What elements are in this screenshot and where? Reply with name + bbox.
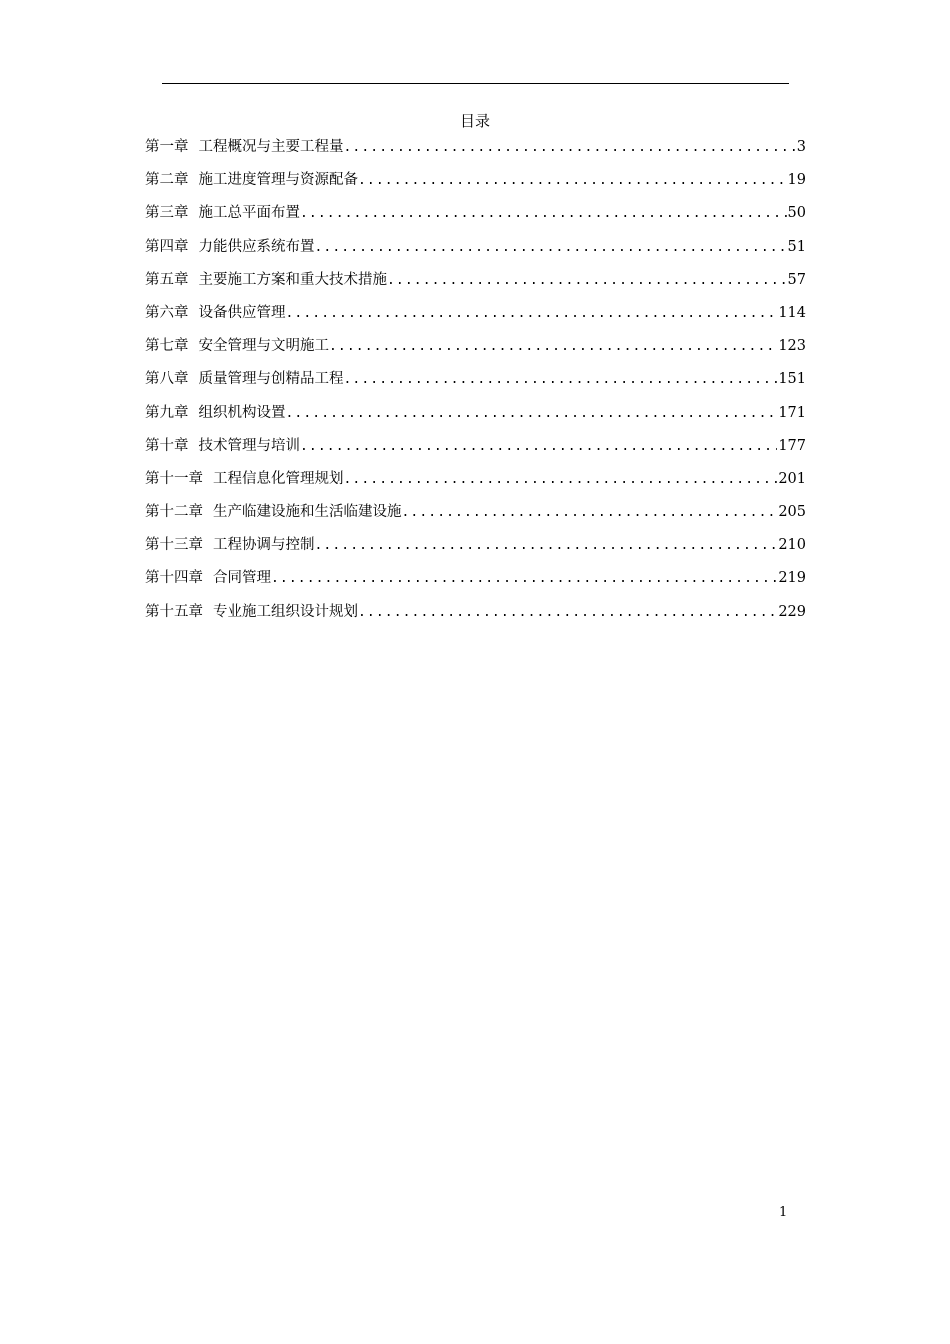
toc-page-number: 219 [778,570,806,587]
toc-page-number: 151 [778,371,806,388]
toc-chapter-number: 第八章 [145,371,189,388]
toc-chapter-title: 工程概况与主要工程量 [198,139,344,155]
toc-page-number: 50 [787,205,806,222]
toc-entry[interactable] [145,236,806,269]
toc-dot-leader [344,137,796,159]
toc-dot-leader [286,403,778,425]
toc-entry[interactable] [145,601,806,634]
toc-chapter-number: 第十四章 [145,570,203,587]
toc-chapter-number: 第六章 [145,304,189,321]
toc-chapter-title: 安全管理与文明施工 [198,338,329,355]
toc-chapter-number: 第十二章 [145,504,203,521]
toc-entry[interactable] [145,269,806,302]
toc-entry[interactable] [145,136,806,169]
toc-chapter-title: 生产临建设施和生活临建设施 [213,504,402,521]
toc-page-number: 205 [778,504,806,521]
toc-dot-leader [300,436,777,458]
toc-page-number: 177 [778,437,806,454]
toc-chapter-number: 第七章 [145,338,189,355]
toc-entry[interactable] [145,169,806,202]
toc-dot-leader [387,270,787,292]
toc-entry[interactable] [145,368,806,401]
toc-entry[interactable] [145,501,806,534]
toc-page-number: 171 [778,404,806,421]
toc-dot-leader [358,602,777,624]
toc-chapter-title: 专业施工组织设计规划 [213,603,358,620]
header-rule [162,83,789,84]
toc-chapter-number: 第十一章 [145,470,203,487]
toc-chapter-title: 力能供应系统布置 [198,238,315,255]
toc-chapter-title: 工程信息化管理规划 [213,470,344,487]
toc-chapter-title: 施工总平面布置 [198,205,300,222]
toc-chapter-number: 第十章 [145,437,189,454]
toc-page-number: 210 [778,537,806,554]
page-number: 1 [779,1205,788,1220]
toc-chapter-number: 第十三章 [145,537,203,554]
toc-chapter-number: 第五章 [145,271,189,288]
toc-entry[interactable] [145,534,806,567]
toc-dot-leader [358,170,787,192]
toc-page-number: 123 [778,338,806,355]
toc-dot-leader [402,502,778,524]
toc-dot-leader [315,237,787,259]
toc-dot-leader [329,336,777,358]
toc-page-number: 3 [796,139,806,155]
toc-entry[interactable] [145,202,806,235]
toc-page-number: 19 [787,172,806,189]
toc-chapter-title: 工程协调与控制 [213,537,315,554]
toc-entry[interactable] [145,335,806,368]
toc-entry[interactable] [145,402,806,435]
toc-chapter-number: 第三章 [145,205,189,222]
toc-chapter-number: 第十五章 [145,603,203,620]
toc-chapter-title: 施工进度管理与资源配备 [198,172,358,189]
toc-entry[interactable] [145,567,806,600]
toc-entry[interactable] [145,302,806,335]
toc-chapter-title: 技术管理与培训 [198,437,300,454]
toc-chapter-number: 第二章 [145,172,189,189]
toc-entry[interactable] [145,468,806,501]
toc-chapter-title: 质量管理与创精品工程 [198,371,344,388]
toc-chapter-title: 合同管理 [213,570,271,587]
toc-page-number: 229 [778,603,806,620]
toc-entry[interactable] [145,435,806,468]
toc-chapter-title: 组织机构设置 [198,404,286,421]
toc-dot-leader [344,469,778,491]
toc-chapter-number: 第一章 [145,139,189,155]
toc-title: 目录 [459,112,490,130]
toc-dot-leader [315,535,778,557]
toc-dot-leader [286,303,778,325]
toc-dot-leader [344,369,778,391]
toc-page-number: 51 [787,238,806,255]
toc-dot-leader [300,203,787,225]
toc-dot-leader [271,568,777,590]
toc-chapter-title: 设备供应管理 [198,304,286,321]
toc-chapter-number: 第四章 [145,238,189,255]
table-of-contents [145,136,806,634]
toc-page-number: 201 [778,470,806,487]
toc-page-number: 57 [787,271,806,288]
toc-chapter-title: 主要施工方案和重大技术措施 [198,271,387,288]
toc-page-number: 114 [778,304,806,321]
toc-chapter-number: 第九章 [145,404,189,421]
